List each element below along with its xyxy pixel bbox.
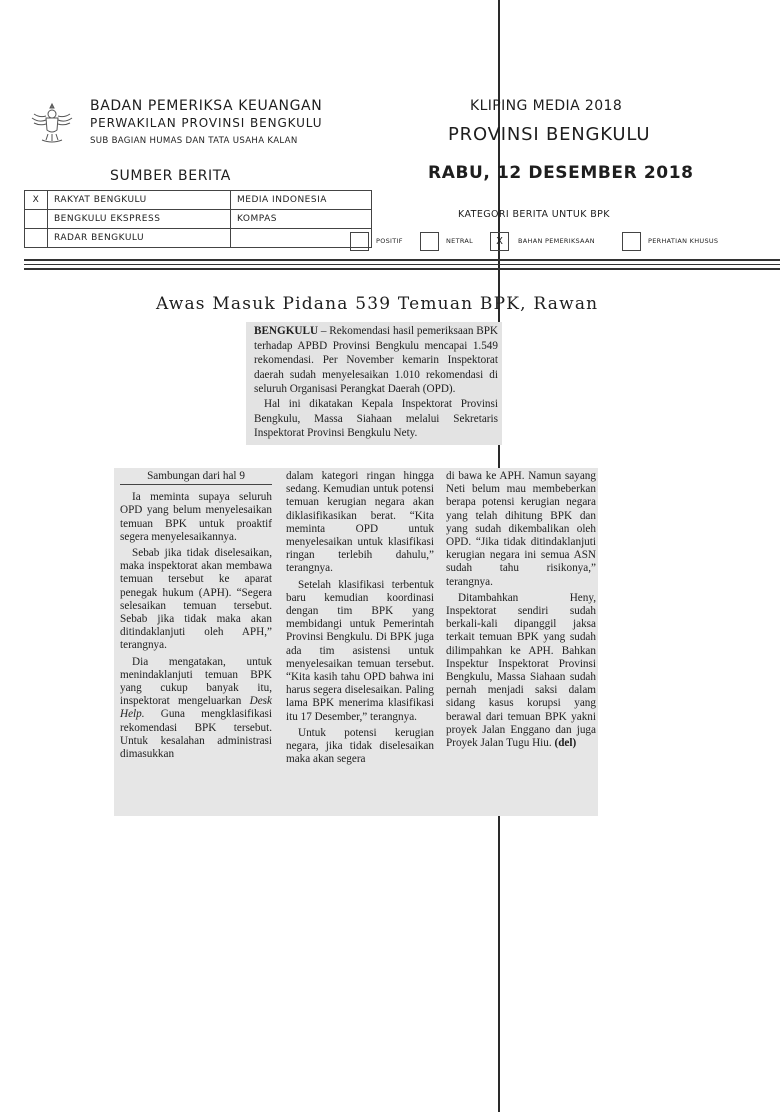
publication-date: RABU, 12 DESEMBER 2018 bbox=[428, 163, 694, 183]
body-paragraph: Setelah klasifikasi terbentuk baru kemudian koordinasi dengan tim BPK yang membidangi untuk Pemerintah Provinsi Bengkulu. Di BPK juga ada tim asistensi untuk menyelesaikan temuan tersebut. “Kita kasih tahu OPD bahwa ini harus segera diselesaikan. Paling lama BPK menerima klasifikasi itu 17 Desember,” terangnya. bbox=[286, 578, 434, 723]
lead-paragraph: Hal ini dikatakan Kepala Inspektorat Provinsi Bengkulu, Massa Siahaan melalui Sekretaris Inspektorat Provinsi Bengkulu Nety. bbox=[254, 397, 498, 440]
category-label: BAHAN PEMERIKSAAN bbox=[518, 237, 595, 245]
body-paragraph: Ia meminta supaya seluruh OPD yang belum menyelesaikan temuan BPK untuk proaktif segera menyelesaikannya. bbox=[120, 491, 272, 543]
category-checkbox-perhatian-khusus[interactable] bbox=[622, 232, 641, 251]
org-name: BADAN PEMERIKSA KEUANGAN bbox=[90, 98, 323, 114]
sources-title: SUMBER BERITA bbox=[110, 168, 231, 184]
body-paragraph: Ditambahkan Heny, Inspektorat sendiri sudah berkali-kali dipanggil jaksa terkait temuan BPK yang sudah dilimpahkan ke APH. Bahkan Inspektur Inspektorat Provinsi Bengkulu, Massa Siahaan sudah pernah menjadi saksi dalam sidang kasus korupsi yang berawal dari temuan BPK yakni proyek Jalan Enggano dan juga Proyek Jalan Tugu Hiu. (del) bbox=[446, 591, 596, 750]
body-paragraph: Sebab jika tidak diselesaikan, maka inspektorat akan membawa temuan tersebut ke aparat penegak hukum (APH). “Segera selesaikan temuan tersebut. Sebab jika tidak maka akan ditindaklanjuti oleh APH,” terangnya. bbox=[120, 547, 272, 652]
table-row bbox=[25, 229, 372, 248]
table-row bbox=[25, 191, 372, 210]
source-mark bbox=[25, 210, 48, 229]
body-paragraph: dalam kategori ringan hingga sedang. Kemudian untuk potensi temuan kerugian negara akan diklasifikasikan berat. “Kita meminta OPD untuk menyelesaikan untuk klasifikasi ringan terlebih dahulu,” terangnya. bbox=[286, 470, 434, 575]
source-cell: BENGKULU EKSPRESS bbox=[48, 210, 231, 229]
province-title: PROVINSI BENGKULU bbox=[448, 124, 651, 145]
category-checkbox-positif[interactable] bbox=[350, 232, 369, 251]
kliping-title: KLIPING MEDIA 2018 bbox=[470, 98, 623, 114]
category-title: KATEGORI BERITA UNTUK BPK bbox=[458, 209, 610, 220]
article-lead bbox=[246, 322, 502, 445]
source-mark: X bbox=[25, 191, 48, 210]
divider bbox=[24, 264, 780, 265]
category-label: PERHATIAN KHUSUS bbox=[648, 237, 719, 245]
source-cell: RAKYAT BENGKULU bbox=[48, 191, 231, 210]
article-column-1 bbox=[120, 470, 272, 764]
body-paragraph: di bawa ke APH. Namun sayang Neti belum mau membeberkan berapa potensi kerugian negara yang telah dihitung BPK dan yang sudah dikembalikan oleh OPD. “Jika tidak ditindaklanjuti kerugian negara ini semua ASN sudah tahu risikonya,” terangnya. bbox=[446, 470, 596, 588]
org-unit: SUB BAGIAN HUMAS DAN TATA USAHA KALAN bbox=[90, 136, 298, 146]
dateline: BENGKULU bbox=[254, 325, 319, 337]
article-column-3 bbox=[446, 470, 596, 753]
body-paragraph: Untuk potensi kerugian negara, jika tidak diselesaikan maka akan segera bbox=[286, 726, 434, 766]
body-paragraph: Dia mengatakan, untuk menindaklanjuti temuan BPK yang cukup banyak itu, inspektorat mengeluarkan Desk Help. Guna mengklasifikasi rekomendasi BPK tersebut. Untuk kesalahan administrasi dimasukkan bbox=[120, 655, 272, 761]
article-column-2 bbox=[286, 470, 434, 769]
org-branch: PERWAKILAN PROVINSI BENGKULU bbox=[90, 116, 323, 130]
lead-paragraph: – Rekomendasi hasil pemeriksaan BPK terhadap APBD Provinsi Bengkulu mencapai 1.549 rekomendasi. Per November kemarin Inspektorat daerah sudah menyelesaikan 1.010 rekomendasi di seluruh Organisasi Perangkat Daerah (OPD). bbox=[254, 325, 498, 396]
category-checkbox-netral[interactable] bbox=[420, 232, 439, 251]
garuda-emblem-icon bbox=[26, 96, 78, 148]
source-cell: KOMPAS bbox=[231, 210, 372, 229]
source-cell: RADAR BENGKULU bbox=[48, 229, 231, 248]
table-row bbox=[25, 210, 372, 229]
continuation-label: Sambungan dari hal 9 bbox=[120, 470, 272, 485]
category-label: POSITIF bbox=[376, 237, 403, 245]
source-cell: MEDIA INDONESIA bbox=[231, 191, 372, 210]
sources-table bbox=[24, 190, 372, 248]
category-label: NETRAL bbox=[446, 237, 474, 245]
source-mark bbox=[25, 229, 48, 248]
divider bbox=[24, 268, 780, 270]
divider bbox=[24, 259, 780, 261]
byline: (del) bbox=[554, 737, 577, 750]
article-headline: Awas Masuk Pidana 539 Temuan BPK, Rawan bbox=[156, 294, 599, 314]
category-checkbox-bahan-pemeriksaan[interactable]: X bbox=[490, 232, 509, 251]
